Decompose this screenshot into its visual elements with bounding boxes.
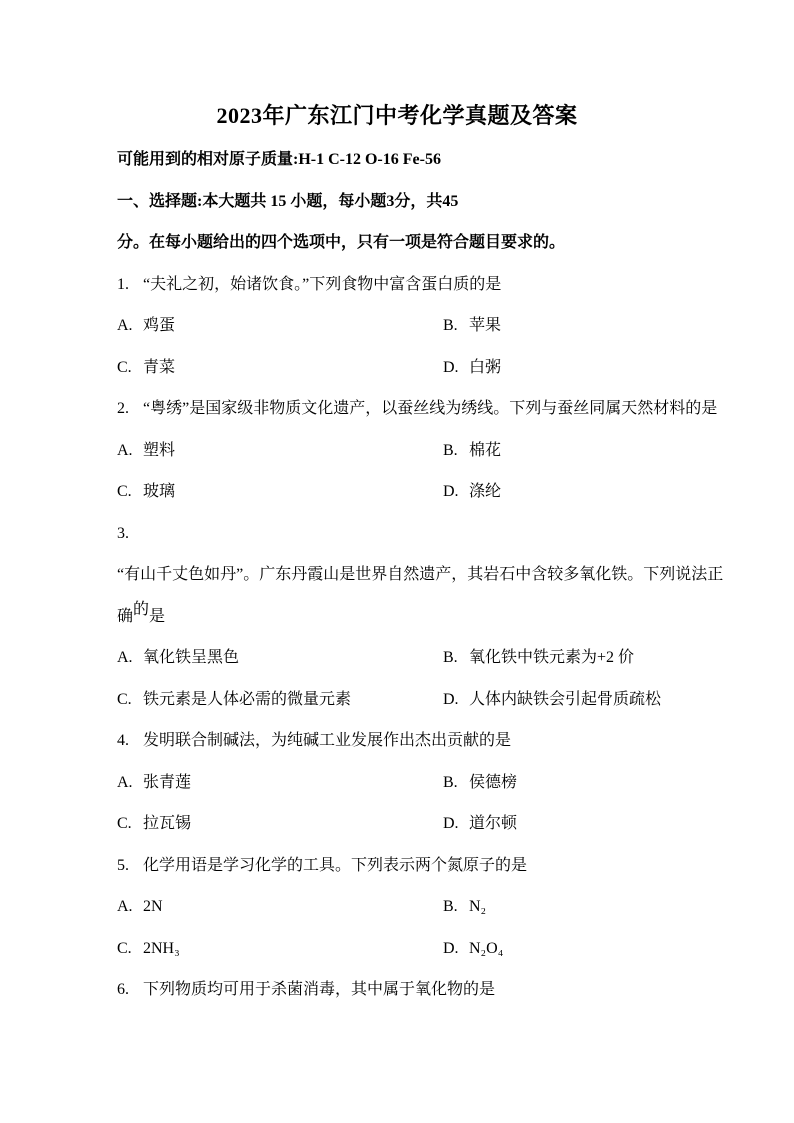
question-2-number: 2. (117, 400, 129, 417)
question-2-option-d-label: D. (443, 483, 459, 500)
page-title: 2023年广东江门中考化学真题及答案 (216, 103, 578, 128)
question-3-number: 3. (117, 524, 129, 542)
question-4-option-d (443, 803, 517, 845)
question-2-text: “粤绣”是国家级非物质文化遗产，以蚕丝线为绣线。下列与蚕丝同属天然材料的是 (143, 400, 718, 417)
question-2-option-a-text: 塑料 (143, 441, 176, 459)
question-5-option-b-text: N₂ (469, 898, 487, 915)
question-4-option-b-text: 侯德榜 (469, 773, 518, 791)
question-4-option-a (117, 762, 443, 804)
question-4-stem (117, 720, 754, 762)
question-3-options-row-2 (117, 679, 754, 721)
question-3-option-d (443, 679, 661, 721)
question-3-option-d-label: D. (443, 690, 459, 708)
question-4-options-row-2 (117, 803, 754, 845)
question-5-text: 化学用语是学习化学的工具。下列表示两个氮原子的是 (143, 856, 528, 874)
question-5-option-a-text: 2N (143, 898, 163, 915)
question-5-option-c (117, 928, 443, 970)
question-1-number: 1. (117, 275, 129, 293)
question-1-option-c-label: C. (117, 358, 132, 376)
question-4-option-b-label: B. (443, 773, 458, 791)
question-2-option-d (443, 471, 501, 513)
question-3-option-b (443, 637, 634, 679)
question-3-option-a-label: A. (117, 649, 133, 666)
question-3-option-b-text: 氧化铁中铁元素为+2 价 (469, 649, 635, 666)
question-5-options-row-2 (117, 928, 754, 970)
question-5-options-row-1 (117, 886, 754, 928)
question-5-option-d-text: N₂O₄ (469, 939, 504, 957)
question-5-option-c-label: C. (117, 939, 132, 957)
question-4-option-a-text: 张青莲 (143, 773, 192, 791)
question-2-option-c (117, 471, 443, 513)
question-3-stem-line-1: “有山千丈色如丹”。广东丹霞山是世界自然遗产，其岩石中含较多氧化铁。下列说法正 (117, 566, 724, 583)
question-5-option-b-label: B. (443, 898, 458, 915)
question-5-option-d-label: D. (443, 939, 459, 957)
question-4-option-c (117, 803, 443, 845)
question-2-option-c-text: 玻璃 (143, 483, 176, 500)
question-3-option-c-label: C. (117, 690, 132, 708)
question-5-option-c-text: 2NH₃ (143, 939, 180, 957)
question-6-number: 6. (117, 981, 129, 998)
question-3-stem-line-2 (117, 596, 754, 638)
question-4-option-c-text: 拉瓦锡 (143, 815, 192, 832)
question-3-stem-line-2-raised: 的 (133, 600, 150, 618)
question-1-option-c (117, 347, 443, 389)
question-2-options-row-1 (117, 430, 754, 472)
section-heading-line-1: 一、选择题:本大题共 15 小题，每小题3分，共45 (117, 192, 459, 210)
question-1-option-d-text: 白粥 (469, 358, 502, 376)
question-3-option-c (117, 679, 443, 721)
question-3-number-line (117, 513, 754, 555)
question-1-option-d-label: D. (443, 358, 459, 376)
question-6-text: 下列物质均可用于杀菌消毒，其中属于氧化物的是 (143, 981, 496, 998)
question-1-option-a (117, 305, 443, 347)
question-4-text: 发明联合制碱法，为纯碱工业发展作出杰出贡献的是 (143, 732, 512, 749)
question-2-stem (117, 388, 754, 430)
relative-atomic-mass-note: 可能用到的相对原子质量:H-1 C-12 O-16 Fe-56 (117, 151, 441, 168)
question-1-options-row-1 (117, 305, 754, 347)
question-1-option-b-label: B. (443, 317, 458, 334)
question-1-option-c-text: 青菜 (143, 358, 176, 376)
question-2-option-b (443, 430, 501, 472)
question-4-option-d-text: 道尔顿 (469, 815, 518, 832)
question-4-option-a-label: A. (117, 773, 133, 791)
question-2-option-a (117, 430, 443, 472)
question-2-option-b-label: B. (443, 441, 458, 459)
question-5-option-d (443, 928, 503, 970)
question-1-options-row-2 (117, 347, 754, 389)
section-heading-line-2: 分。在每小题给出的四个选项中，只有一项是符合题目要求的。 (117, 234, 566, 251)
question-3-option-b-label: B. (443, 649, 458, 666)
question-3-option-a (117, 637, 443, 679)
question-1-text: “夫礼之初，始诸饮食。”下列食物中富含蛋白质的是 (143, 275, 502, 293)
question-5-number: 5. (117, 856, 129, 874)
document-body (0, 139, 794, 1011)
question-2-options-row-2 (117, 471, 754, 513)
question-4-option-c-label: C. (117, 815, 132, 832)
question-2-option-a-label: A. (117, 441, 133, 459)
question-4-number: 4. (117, 732, 129, 749)
question-3-option-a-text: 氧化铁呈黑色 (143, 649, 240, 666)
question-1-option-b-text: 苹果 (469, 317, 502, 334)
question-4-options-row-1 (117, 762, 754, 804)
question-1-option-a-label: A. (117, 317, 133, 334)
question-6-stem (117, 969, 754, 1011)
question-5-stem (117, 845, 754, 887)
question-2-option-d-text: 涤纶 (469, 483, 502, 500)
question-5-option-b (443, 886, 486, 928)
question-4-option-d-label: D. (443, 815, 459, 832)
question-3-stem-line-2-after: 是 (149, 607, 166, 625)
question-5-option-a (117, 886, 443, 928)
question-1-option-b (443, 305, 501, 347)
question-2-option-c-label: C. (117, 483, 132, 500)
question-3-stem-line-2-before: 确 (117, 607, 134, 625)
question-4-option-b (443, 762, 517, 804)
question-1-stem (117, 264, 754, 306)
question-3-option-c-text: 铁元素是人体必需的微量元素 (143, 690, 352, 708)
question-3-options-row-1 (117, 637, 754, 679)
question-1-option-d (443, 347, 501, 389)
question-1-option-a-text: 鸡蛋 (143, 317, 176, 334)
question-2-option-b-text: 棉花 (469, 441, 502, 459)
question-3-option-d-text: 人体内缺铁会引起骨质疏松 (469, 690, 662, 708)
question-5-option-a-label: A. (117, 898, 133, 915)
